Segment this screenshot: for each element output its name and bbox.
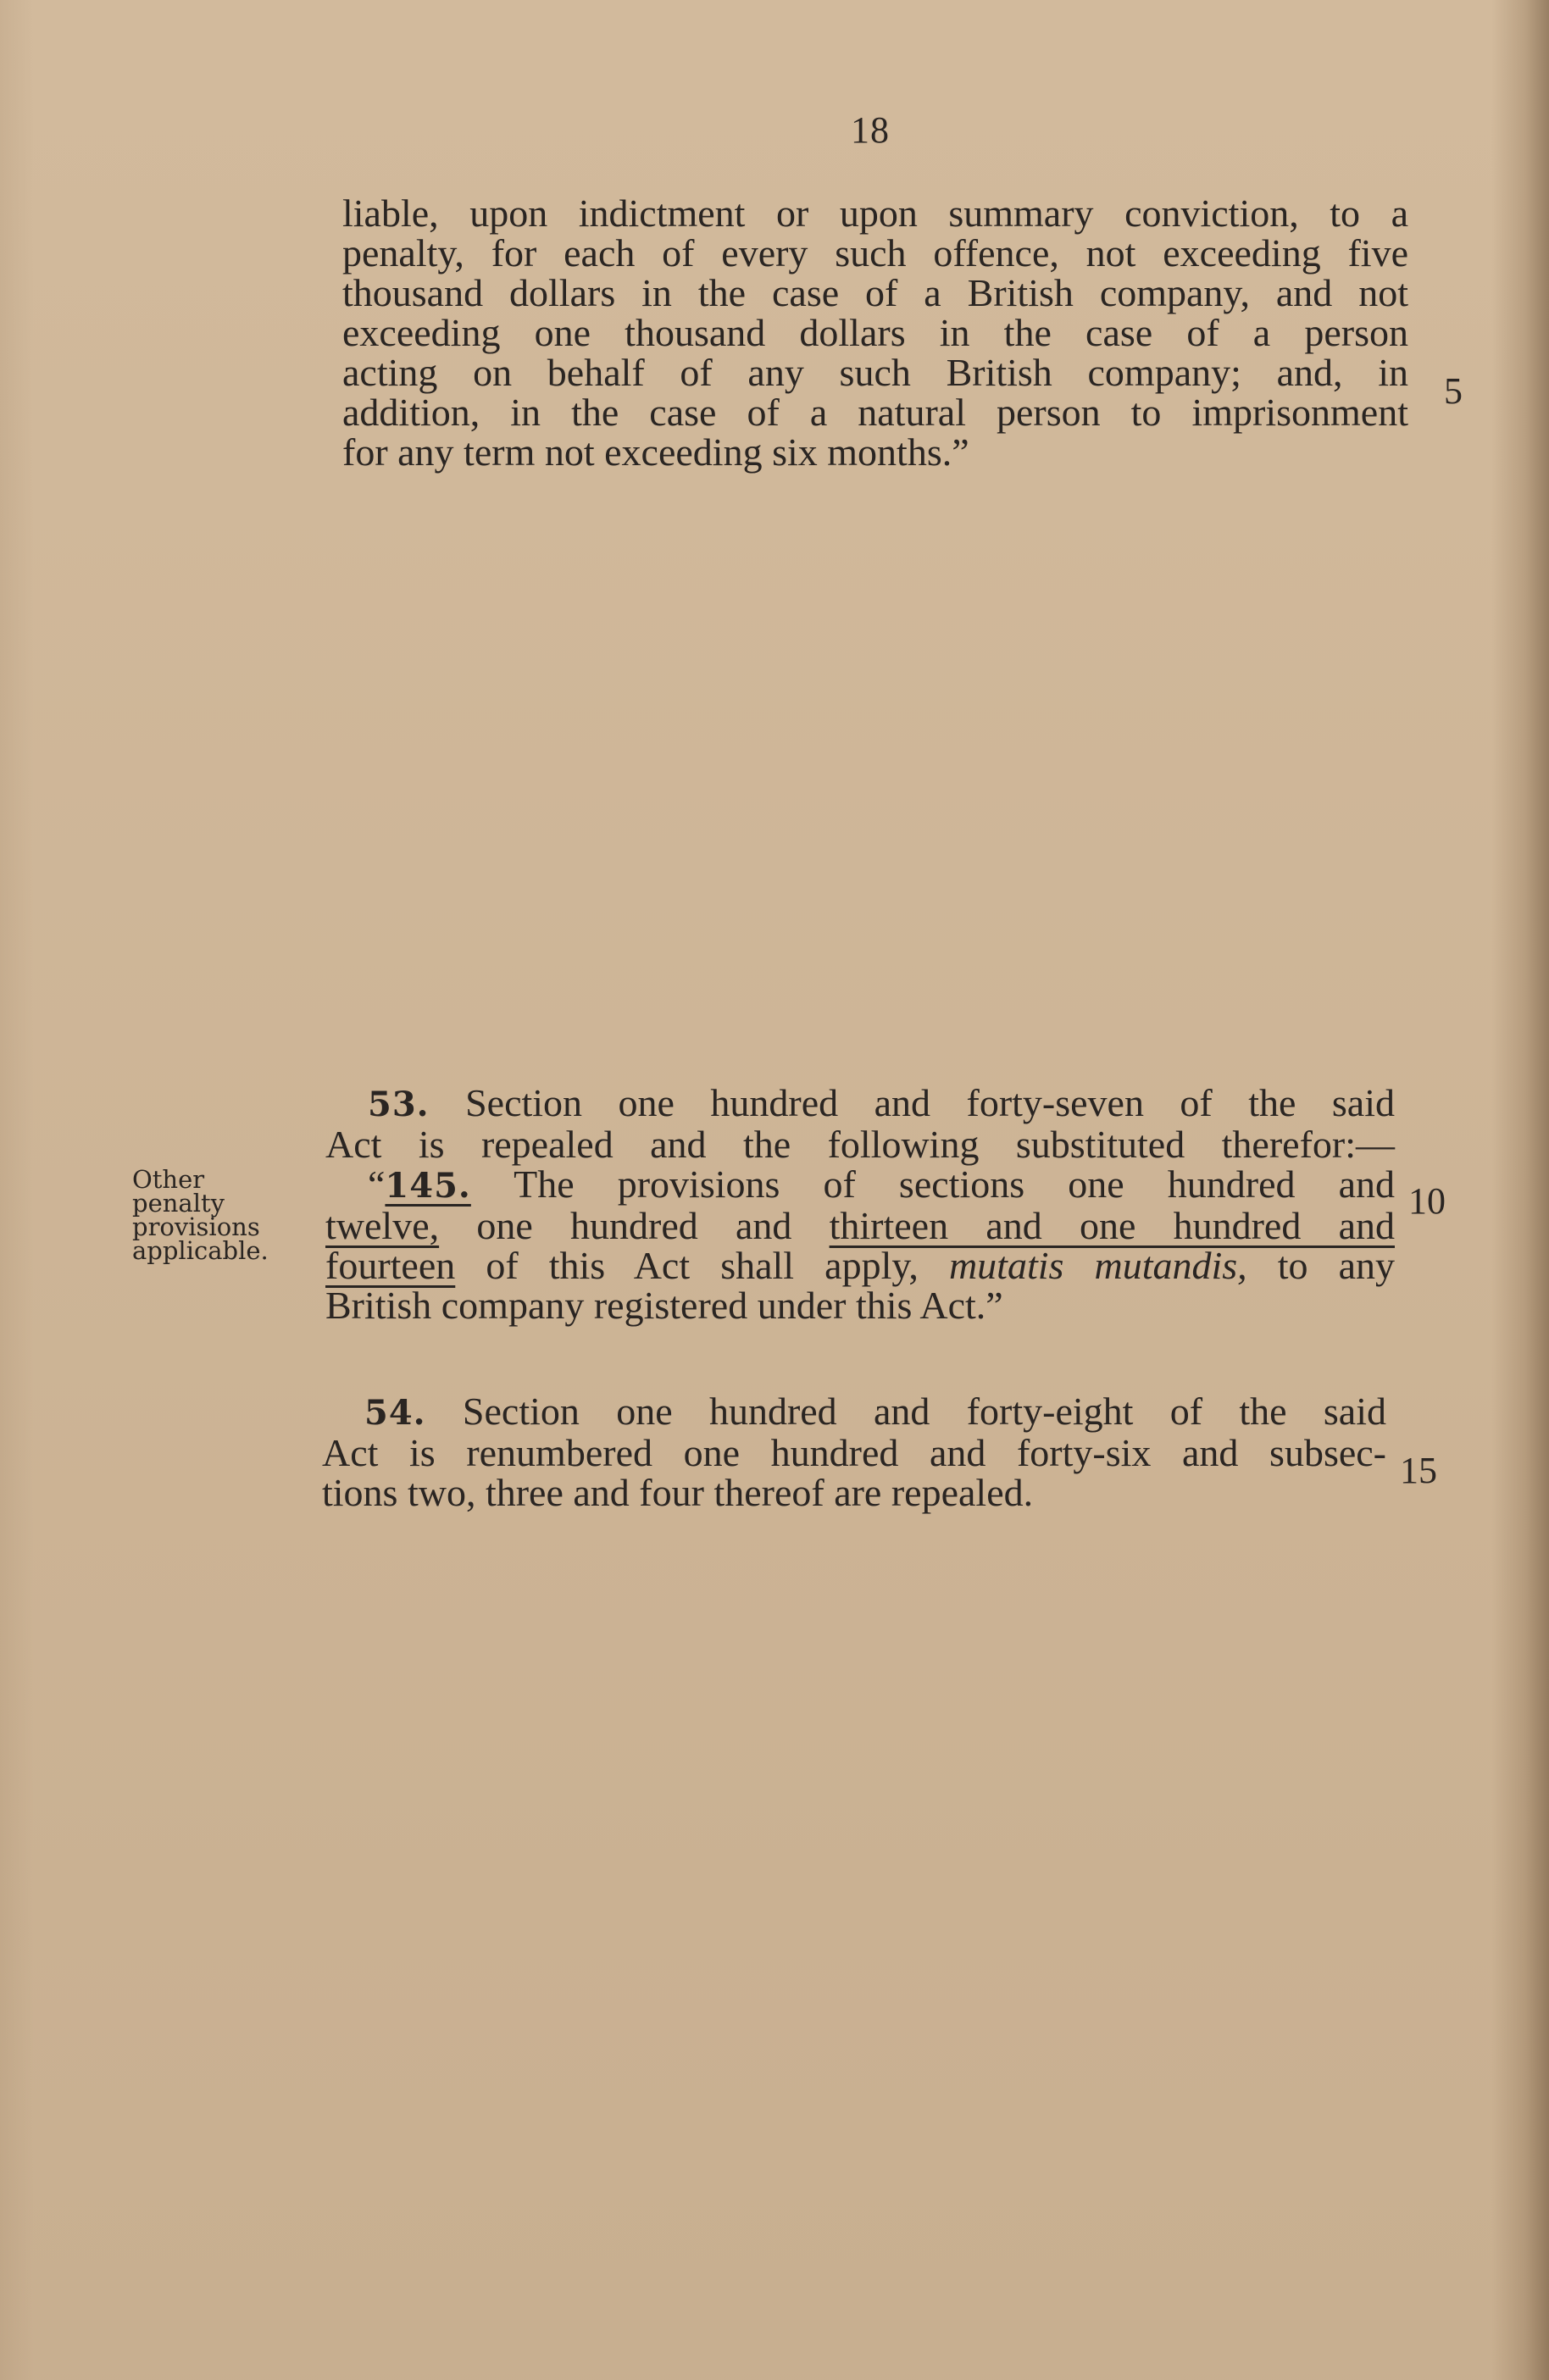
- marginal-note-line: Other: [132, 1165, 205, 1194]
- text-line: [325, 1245, 1395, 1285]
- text-line: acting on behalf of any such British company; and, in: [342, 351, 1408, 394]
- section-54: [322, 1391, 1386, 1512]
- text-line: addition, in the case of a natural person to imprisonment: [342, 391, 1408, 434]
- text-run: to any: [1246, 1244, 1395, 1287]
- section-number: 54.: [364, 1393, 426, 1433]
- text-run: one hundred and: [439, 1204, 830, 1247]
- line-number-15: 15: [1400, 1450, 1437, 1491]
- text-line: liable, upon indictment or upon summary conviction, to a: [342, 191, 1408, 235]
- text-line: Act is repealed and the following substituted therefor:—: [325, 1123, 1395, 1166]
- marginal-note-line: provisions: [132, 1212, 260, 1241]
- section-number: 53.: [368, 1085, 430, 1124]
- text-line: for any term not exceeding six months.”: [342, 430, 969, 474]
- new-section-number: 145.: [385, 1166, 471, 1206]
- quote-mark: “: [368, 1162, 386, 1206]
- text-run: of this Act shall apply,: [455, 1244, 949, 1287]
- section-53: [325, 1083, 1395, 1325]
- marginal-note-line: applicable.: [132, 1236, 269, 1265]
- marginal-note-line: penalty: [132, 1189, 225, 1218]
- text-line: [322, 1391, 1386, 1433]
- page-number: 18: [851, 109, 890, 151]
- text-line: penalty, for each of every such offence, not exceeding five: [342, 231, 1408, 275]
- text-line: tions two, three and four thereof are repealed.: [322, 1471, 1034, 1514]
- underlined-text: twelve,: [325, 1204, 440, 1247]
- text-run: Section one hundred and forty-seven of the said: [429, 1081, 1395, 1124]
- text-line: [325, 1206, 1395, 1245]
- text-run: Section one hundred and forty-eight of the said: [425, 1390, 1386, 1433]
- text-line: exceeding one thousand dollars in the case of a person: [342, 311, 1408, 354]
- line-number-5: 5: [1444, 370, 1463, 412]
- underlined-text: thirteen and one hundred and: [829, 1204, 1395, 1247]
- text-line: Act is renumbered one hundred and forty-six and subsec-: [322, 1431, 1386, 1474]
- text-run: The provisions of sections one hundred and: [470, 1162, 1395, 1206]
- marginal-note: [132, 1165, 302, 1265]
- underlined-text: fourteen: [325, 1244, 456, 1287]
- continuation-paragraph: [342, 193, 1408, 472]
- text-line: [325, 1083, 1395, 1124]
- text-line: [325, 1164, 1395, 1206]
- text-line: thousand dollars in the case of a British company, and not: [342, 271, 1408, 314]
- line-number-10: 10: [1408, 1180, 1446, 1222]
- text-line: British company registered under this Act.”: [325, 1284, 1003, 1327]
- italic-text: mutatis mutandis,: [948, 1244, 1247, 1287]
